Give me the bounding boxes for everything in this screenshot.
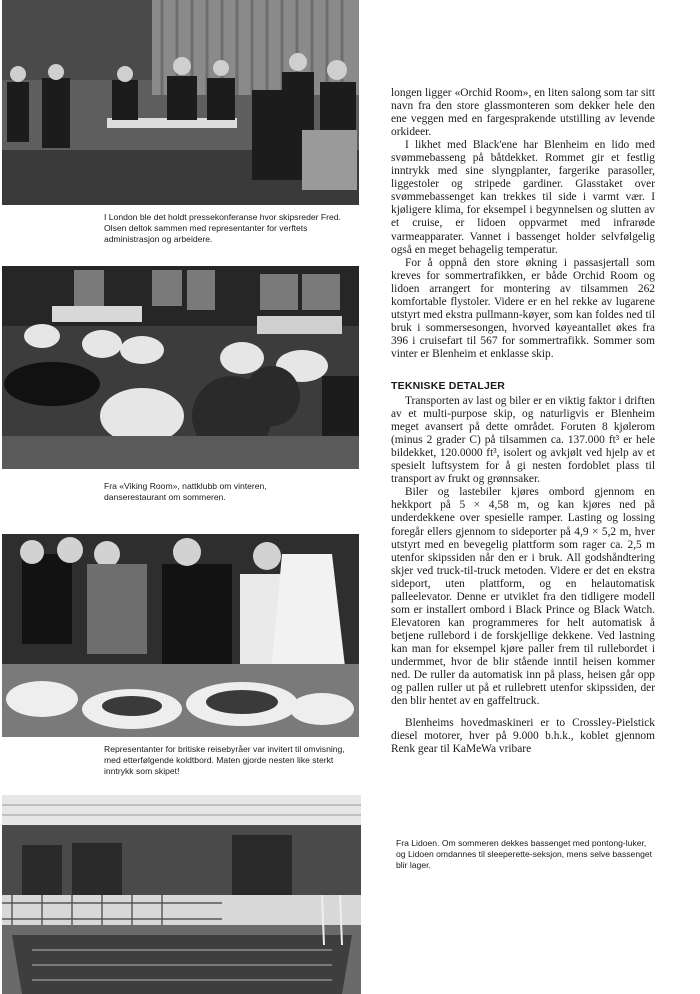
article-paragraph: longen ligger «Orchid Room», en liten salong som tar sitt navn fra den store glassmonteren som dekker hele den ene veggen med en fargesprakende utstilling av levende orkideer. xyxy=(391,87,655,139)
caption-buffet: Representanter for britiske reisebyråer var invitert til omvisning, med etterfølgende koldtbord. Maten gjorde nesten like sterkt inntrykk som skipet! xyxy=(104,744,345,776)
article-text xyxy=(391,87,655,756)
article-paragraph: I likhet med Black'ene har Blenheim en lido med svømmebasseng på båtdekket. Rommet gir et festlig inntrykk med sine slyngplanter, fargerike parasoller, liggestoler og stripede gardiner. Glasstaket over svømmebassenget kan trekkes til side i varmt vær. I kjøligere klima, for eksempel i begynnelsen og slutten av et cruise, er lidoen oppvarmet med infrarøde varmeapparater. Vannet i bassenget holder selvfølgelig også en meget behagelig temperatur. xyxy=(391,139,655,256)
caption-viking-room: Fra «Viking Room», nattklubb om vinteren, danserestaurant om sommeren. xyxy=(104,481,267,502)
section-heading: TEKNISKE DETALJER xyxy=(391,379,506,392)
photo-lido xyxy=(2,795,361,994)
caption-press-conference: I London ble det holdt pressekonferanse hvor skipsreder Fred. Olsen deltok sammen med representanter for verftets administrasjon og arbeidere. xyxy=(104,212,341,244)
photo-viking-room xyxy=(2,266,359,469)
photo-buffet xyxy=(2,534,359,737)
article-paragraph: Blenheims hovedmaskineri er to Crossley-Pielstick diesel motorer, hver på 9.000 b.h.k., koblet gjennom Renk gear til KaMeWa vribare xyxy=(391,717,655,756)
article-paragraph: Transporten av last og biler er en viktig faktor i driften av et multi-purpose skip, og naturligvis er Blenheim meget avansert på dette området. Foruten 8 kjølerom (minus 2 grader C) på tilsammen ca. 137.000 ft³ er hele bildekket, 120.0000 ft³, isolert og avkjølt ved hjelp av et spesielt luftsystem for å gi nesten fordoblet plass til transport av frukt og grønnsaker. xyxy=(391,395,655,486)
photo-press-conference xyxy=(2,0,359,205)
caption-lido: Fra Lidoen. Om sommeren dekkes bassenget med pontong-luker, og Lidoen omdannes til sleeperette-seksjon, mens selve bassenget blir lager. xyxy=(396,838,653,870)
article-paragraph: Biler og lastebiler kjøres ombord gjennom en hekkport på 5 × 4,58 m, og kan kjøres ned på underdekkene over spesielle ramper. Lasting og lossing foregår ellers gjennom to sideporter på 4,9 × 5,2 m, hver utstyrt med en bevegelig plattform som rager ca. 2,5 m utenfor skipssiden når den er i bruk. All godshåndtering skjer ved truck-til-truck metoden. Videre er det en ekstra sideport, uten plattform, og en helautomatisk palleelevator. Denne er utviklet fra den tidligere modell som er installert ombord i Black Prince og Black Watch. Elevatoren kan programmeres for helt automatisk å betjene rullebord i de forskjellige dekkene. Ved lastning kan man for eksempel kjøre paller frem til rullebordet i undermmet, hvor de blir stående inntil heisen kommer ned. De ruller da automatisk inn på plass, heisen går opp og pallen ruller ut på et rullebrett utenfor skipssiden, der den blir hentet av en gaffeltruck. xyxy=(391,486,655,708)
article-paragraph: For å oppnå den store økning i passasjertall som kreves for sommertrafikken, er både Orchid Room og lidoen arrangert for montering av tilsammen 262 komfortable flystoler. Videre er en hel rekke av lugarene utstyrt med ekstra pullmann-køyer, som kan foldes ned til bruk i sommersesongen, hvorved køyeantallet økes fra 396 i cruisefart til 567 for sommertrafikk. Sommer som vinter er Blenheim et enklasse skip. xyxy=(391,256,655,360)
